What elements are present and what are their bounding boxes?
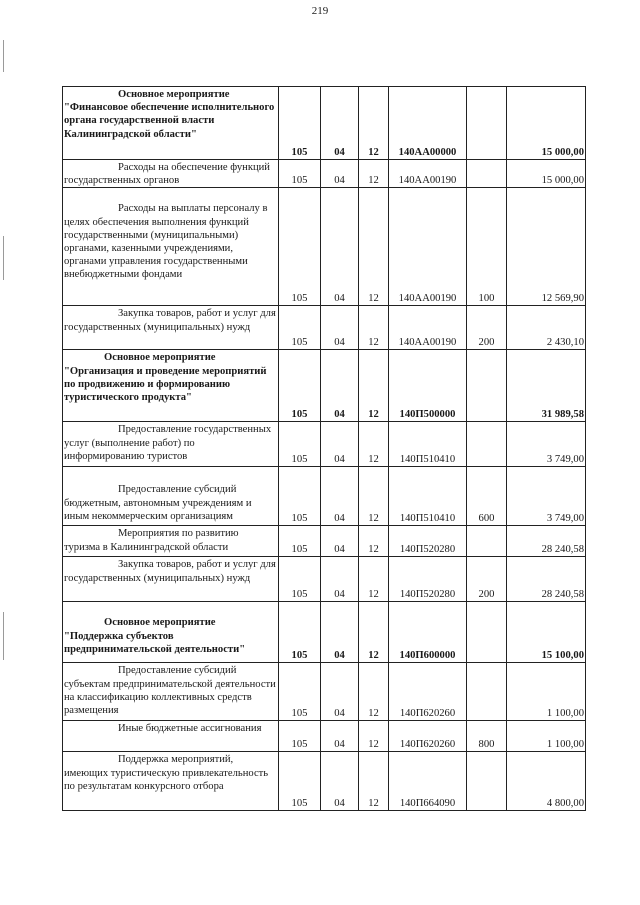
table-row — [63, 160, 586, 188]
rz-cell: 04 — [321, 752, 359, 811]
gr-cell: 105 — [279, 467, 321, 526]
scan-margin-mark — [3, 612, 4, 660]
csr-cell: 140П620260 — [389, 721, 467, 752]
gr-cell: 105 — [279, 526, 321, 557]
pr-cell: 12 — [359, 721, 389, 752]
table-row — [63, 602, 586, 663]
table-row — [63, 467, 586, 526]
vr-cell — [467, 526, 507, 557]
rz-cell: 04 — [321, 721, 359, 752]
vr-cell — [467, 350, 507, 422]
gr-cell: 105 — [279, 188, 321, 306]
gr-cell: 105 — [279, 160, 321, 188]
table-row — [63, 350, 586, 422]
rz-cell: 04 — [321, 160, 359, 188]
pr-cell: 12 — [359, 87, 389, 160]
rz-cell: 04 — [321, 602, 359, 663]
row-name-cell: Основное мероприятие "Финансовое обеспечение исполнительного органа государственной власти Калининградской области" — [63, 87, 279, 160]
vr-cell: 200 — [467, 306, 507, 350]
gr-cell: 105 — [279, 306, 321, 350]
vr-cell: 800 — [467, 721, 507, 752]
page-number: 219 — [311, 5, 329, 17]
rz-cell: 04 — [321, 422, 359, 467]
csr-cell: 140АА00190 — [389, 188, 467, 306]
csr-cell: 140П500000 — [389, 350, 467, 422]
amount-cell: 15 100,00 — [507, 602, 586, 663]
vr-cell: 100 — [467, 188, 507, 306]
vr-cell — [467, 752, 507, 811]
table-row — [63, 752, 586, 811]
amount-cell: 1 100,00 — [507, 721, 586, 752]
gr-cell: 105 — [279, 752, 321, 811]
csr-cell: 140П620260 — [389, 663, 467, 721]
amount-cell: 2 430,10 — [507, 306, 586, 350]
pr-cell: 12 — [359, 557, 389, 602]
row-name-cell: Предоставление субсидий субъектам предпринимательской деятельности на классификацию коллективных средств размещения — [63, 663, 279, 721]
csr-cell: 140АА00190 — [389, 160, 467, 188]
vr-cell — [467, 160, 507, 188]
amount-cell: 3 749,00 — [507, 422, 586, 467]
csr-cell: 140П520280 — [389, 526, 467, 557]
amount-cell: 12 569,90 — [507, 188, 586, 306]
scan-margin-mark — [3, 236, 4, 280]
pr-cell: 12 — [359, 422, 389, 467]
row-name-cell: Закупка товаров, работ и услуг для государственных (муниципальных) нужд — [63, 306, 279, 350]
table-row — [63, 557, 586, 602]
row-name-cell: Основное мероприятие "Организация и проведение мероприятий по продвижению и формированию туристического продукта" — [63, 350, 279, 422]
amount-cell: 28 240,58 — [507, 526, 586, 557]
pr-cell: 12 — [359, 188, 389, 306]
csr-cell: 140АА00000 — [389, 87, 467, 160]
vr-cell — [467, 602, 507, 663]
rz-cell: 04 — [321, 467, 359, 526]
rz-cell: 04 — [321, 526, 359, 557]
amount-cell: 28 240,58 — [507, 557, 586, 602]
rz-cell: 04 — [321, 87, 359, 160]
pr-cell: 12 — [359, 602, 389, 663]
rz-cell: 04 — [321, 557, 359, 602]
pr-cell: 12 — [359, 752, 389, 811]
amount-cell: 1 100,00 — [507, 663, 586, 721]
vr-cell — [467, 422, 507, 467]
rz-cell: 04 — [321, 663, 359, 721]
amount-cell: 3 749,00 — [507, 467, 586, 526]
vr-cell — [467, 87, 507, 160]
pr-cell: 12 — [359, 526, 389, 557]
pr-cell: 12 — [359, 663, 389, 721]
budget-allocation-table — [62, 86, 586, 811]
pr-cell: 12 — [359, 306, 389, 350]
row-name-cell: Основное мероприятие "Поддержка субъектов предпринимательской деятельности" — [63, 602, 279, 663]
pr-cell: 12 — [359, 467, 389, 526]
pr-cell: 12 — [359, 350, 389, 422]
row-name-cell: Поддержка мероприятий, имеющих туристическую привлекательность по результатам конкурсного отбора — [63, 752, 279, 811]
table-row — [63, 526, 586, 557]
gr-cell: 105 — [279, 87, 321, 160]
table-row — [63, 663, 586, 721]
table-row — [63, 306, 586, 350]
amount-cell: 15 000,00 — [507, 87, 586, 160]
rz-cell: 04 — [321, 350, 359, 422]
csr-cell: 140П600000 — [389, 602, 467, 663]
table-row — [63, 422, 586, 467]
csr-cell: 140П510410 — [389, 422, 467, 467]
csr-cell: 140П510410 — [389, 467, 467, 526]
rz-cell: 04 — [321, 306, 359, 350]
gr-cell: 105 — [279, 350, 321, 422]
table-row — [63, 188, 586, 306]
amount-cell: 31 989,58 — [507, 350, 586, 422]
gr-cell: 105 — [279, 557, 321, 602]
row-name-cell: Предоставление субсидий бюджетным, автономным учреждениям и иным некоммерческим организациям — [63, 467, 279, 526]
csr-cell: 140АА00190 — [389, 306, 467, 350]
amount-cell: 15 000,00 — [507, 160, 586, 188]
amount-cell: 4 800,00 — [507, 752, 586, 811]
gr-cell: 105 — [279, 721, 321, 752]
scan-margin-mark — [3, 40, 4, 72]
gr-cell: 105 — [279, 422, 321, 467]
row-name-cell: Расходы на выплаты персоналу в целях обеспечения выполнения функций государственными (муниципальными) органами, казенными учреждениями, органами управления государственными внебюджетными фондами — [63, 188, 279, 306]
row-name-cell: Закупка товаров, работ и услуг для государственных (муниципальных) нужд — [63, 557, 279, 602]
row-name-cell: Мероприятия по развитию туризма в Калининградской области — [63, 526, 279, 557]
table-row — [63, 721, 586, 752]
vr-cell — [467, 663, 507, 721]
row-name-cell: Предоставление государственных услуг (выполнение работ) по информированию туристов — [63, 422, 279, 467]
rz-cell: 04 — [321, 188, 359, 306]
gr-cell: 105 — [279, 663, 321, 721]
csr-cell: 140П664090 — [389, 752, 467, 811]
pr-cell: 12 — [359, 160, 389, 188]
row-name-cell: Расходы на обеспечение функций государственных органов — [63, 160, 279, 188]
csr-cell: 140П520280 — [389, 557, 467, 602]
row-name-cell: Иные бюджетные ассигнования — [63, 721, 279, 752]
gr-cell: 105 — [279, 602, 321, 663]
vr-cell: 200 — [467, 557, 507, 602]
table-row — [63, 87, 586, 160]
vr-cell: 600 — [467, 467, 507, 526]
